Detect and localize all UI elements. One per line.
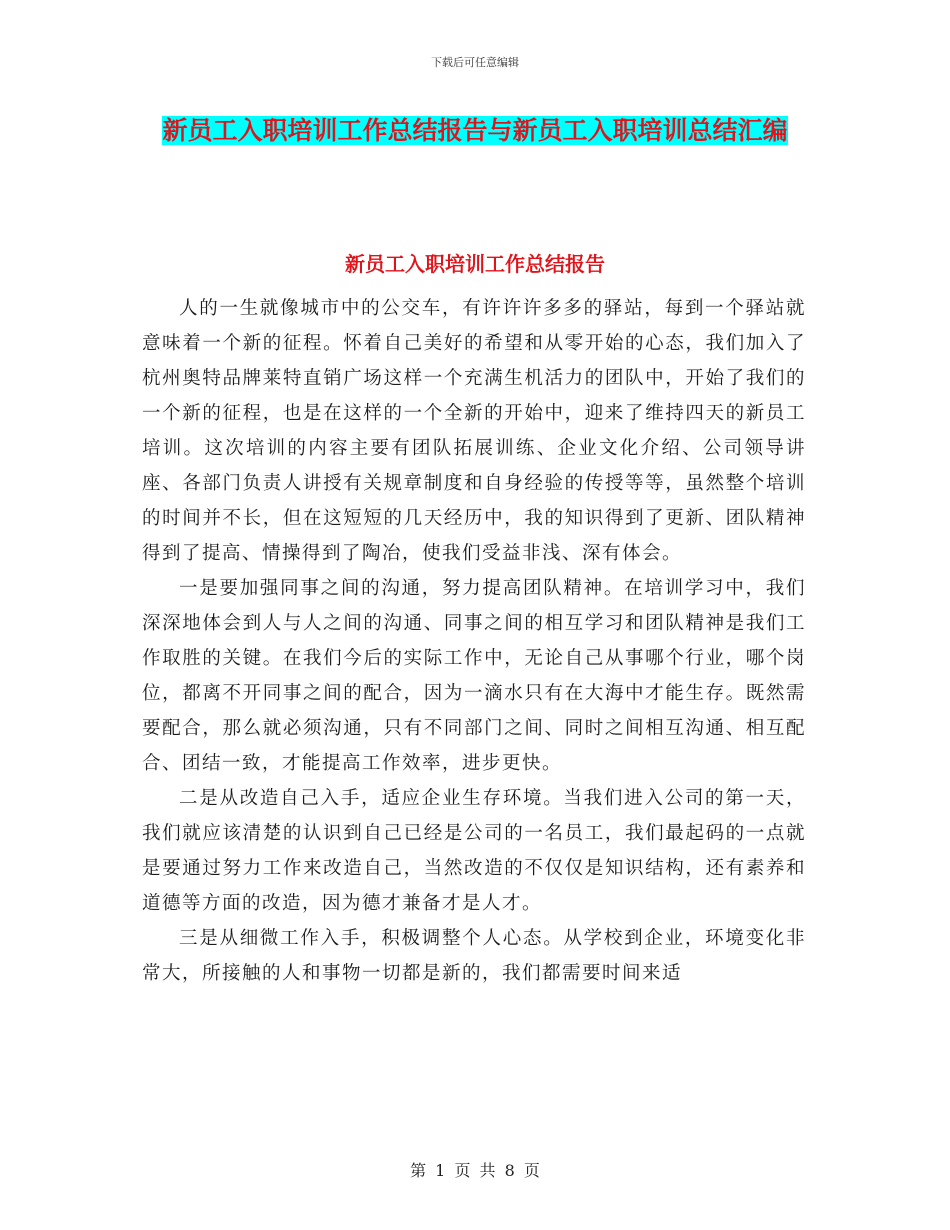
paragraph: 三是从细微工作入手，积极调整个人心态。从学校到企业，环境变化非常大，所接触的人和事物一切都是新的，我们都需要时间来适 bbox=[142, 928, 806, 984]
document-title-text: 新员工入职培训工作总结报告与新员工入职培训总结汇编 bbox=[162, 116, 788, 145]
section-title: 新员工入职培训工作总结报告 bbox=[345, 252, 605, 276]
paragraph: 二是从改造自己入手，适应企业生存环境。当我们进入公司的第一天，我们就应该清楚的认识到自己已经是公司的一名员工，我们最起码的一点就是要通过努力工作来改造自己，当然改造的不仅仅是知识结构，还有素养和道德等方面的改造，因为德才兼备才是人才。 bbox=[142, 788, 806, 914]
page-header-note: 下载后可任意编辑 bbox=[431, 56, 519, 69]
paragraph: 人的一生就像城市中的公交车，有许许许多多的驿站，每到一个驿站就意味着一个新的征程。怀着自己美好的希望和从零开始的心态，我们加入了杭州奥特品牌莱特直销广场这样一个充满生机活力的团队中，开始了我们的一个新的征程，也是在这样的一个全新的开始中，迎来了维持四天的新员工培训。这次培训的内容主要有团队拓展训练、企业文化介绍、公司领导讲座、各部门负责人讲授有关规章制度和自身经验的传授等等，虽然整个培训的时间并不长，但在这短短的几天经历中，我的知识得到了更新、团队精神得到了提高、情操得到了陶冶，使我们受益非浅、深有体会。 bbox=[142, 298, 806, 564]
document-title bbox=[150, 108, 800, 154]
page-footer-number: 第 1 页 共 8 页 bbox=[410, 1161, 540, 1180]
paragraph: 一是要加强同事之间的沟通，努力提高团队精神。在培训学习中，我们深深地体会到人与人之间的沟通、同事之间的相互学习和团队精神是我们工作取胜的关键。在我们今后的实际工作中，无论自己从事哪个行业，哪个岗位，都离不开同事之间的配合，因为一滴水只有在大海中才能生存。既然需要配合，那么就必须沟通，只有不同部门之间、同时之间相互沟通、相互配合、团结一致，才能提高工作效率，进步更快。 bbox=[142, 578, 806, 774]
body-text bbox=[142, 291, 806, 991]
